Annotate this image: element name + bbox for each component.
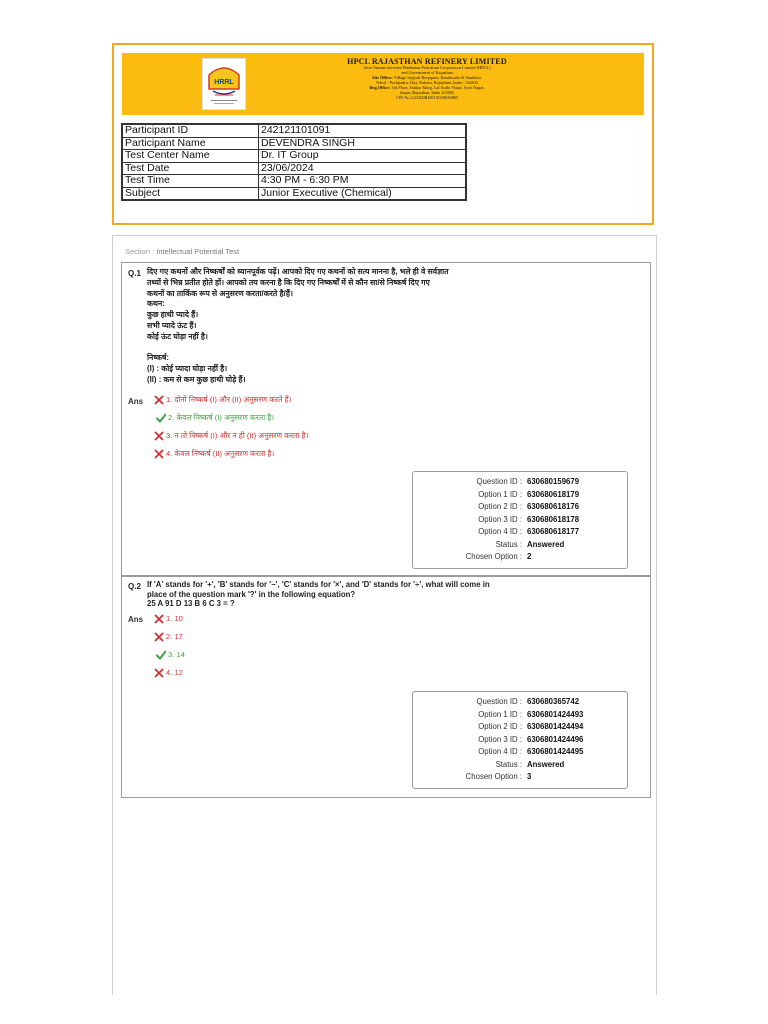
- row-label: Test Date: [123, 162, 259, 175]
- question-text: [147, 267, 527, 386]
- question-line: If 'A' stands for '+', 'B' stands for '−', 'C' stands for '×', and 'D' stands for '÷', what will come in: [147, 580, 490, 589]
- participant-info-table: [122, 124, 466, 200]
- site-office-2: Tehsil - Pachpadra, Dist. Balotra, Rajasthan, India - 344032: [375, 80, 479, 85]
- option-text: 4. 12: [166, 668, 183, 677]
- company-name: HPCL RAJASTHAN REFINERY LIMITED: [347, 57, 507, 66]
- cross-icon: [154, 449, 164, 459]
- cross-icon: [154, 632, 164, 642]
- option-3: [154, 431, 308, 441]
- option-text: 3. न तो निष्कर्ष (I) और न ही (II) अनुसरण करता है।: [166, 431, 309, 440]
- cross-icon: [154, 431, 164, 441]
- question-card-2: [121, 576, 651, 798]
- option-text: 1. दोनों निष्कर्ष (I) और (II) अनुसरण करते हैं।: [166, 395, 292, 404]
- table-row: [123, 150, 466, 163]
- info-row: Option 2 ID : 6306801424494: [478, 722, 584, 731]
- site-office: Site Office: Village Sajiyali Rooppura, Kanthwada & Sambhra,: [372, 75, 482, 81]
- table-row: [123, 125, 466, 138]
- header-card: [112, 43, 654, 225]
- option-text: 1. 10: [166, 614, 183, 623]
- row-label: Test Time: [123, 175, 259, 188]
- question-line: तथ्यों से भिन्न प्रतीत होते हों। आपको तय करना है कि दिए गए निष्कर्षों में से कौन सा/से निष्कर्ष दिए गए: [147, 277, 430, 287]
- option-2: [156, 413, 274, 423]
- question-number: Q.2: [128, 582, 141, 591]
- option-text: 2. केवल निष्कर्ष (I) अनुसरण करता है।: [168, 413, 275, 422]
- row-label: Participant ID: [123, 125, 259, 138]
- option-text: 2. 17: [166, 632, 183, 641]
- question-text: [147, 580, 547, 609]
- option-4: [154, 449, 274, 459]
- row-value: 23/06/2024: [259, 162, 466, 175]
- company-banner: [122, 53, 644, 115]
- info-row: Option 2 ID : 630680618176: [478, 502, 580, 511]
- question-line: कथन:: [147, 299, 165, 309]
- row-value: 4:30 PM - 6:30 PM: [259, 175, 466, 188]
- cross-icon: [154, 668, 164, 678]
- info-row: Chosen Option : 3: [465, 772, 532, 781]
- row-label: Participant Name: [123, 137, 259, 150]
- logo-emblem: [203, 59, 245, 109]
- company-logo: [202, 58, 246, 110]
- row-value: 242121101091: [259, 125, 466, 138]
- info-row: Status : Answered: [495, 539, 565, 549]
- info-row: Option 4 ID : 6306801424495: [478, 747, 584, 756]
- reg-office-2: Jaipur, Rajasthan, India 302005: [399, 89, 455, 95]
- question-number: Q.1: [128, 269, 141, 278]
- cross-icon: [154, 395, 164, 405]
- option-text: 4. केवल निष्कर्ष (II) अनुसरण करता है।: [166, 449, 275, 458]
- option-text: 3. 14: [168, 650, 185, 659]
- section-name: Intellectual Potential Test: [156, 247, 240, 256]
- row-value: DEVENDRA SINGH: [259, 137, 466, 150]
- row-label: Subject: [123, 187, 259, 200]
- info-row: Question ID : 630680159679: [476, 477, 580, 486]
- table-row: [123, 137, 466, 150]
- check-icon: [156, 650, 166, 660]
- table-row: [123, 162, 466, 175]
- info-row: Status : Answered: [495, 759, 565, 769]
- option-2: [154, 632, 183, 642]
- question-line: (I) : कोई प्यादा घोड़ा नहीं है।: [147, 364, 228, 374]
- question-info-box: [412, 471, 628, 569]
- question-line: सभी प्यादे ऊंट हैं।: [147, 320, 197, 330]
- section-panel: [112, 235, 657, 995]
- question-line: निष्कर्ष:: [147, 353, 170, 363]
- question-info-box: [412, 691, 628, 789]
- option-1: [154, 395, 292, 405]
- question-line: place of the question mark '?' in the following equation?: [147, 589, 356, 599]
- option-1: [154, 614, 183, 624]
- option-3: [156, 650, 185, 660]
- question-line: दिए गए कथनों और निष्कर्षों को ध्यानपूर्वक पढ़ें। आपको दिए गए कथनों को सत्य मानना है, भले ही वे सर्वज्ञात: [147, 267, 449, 276]
- cin-number: CIN No.U23200RJ2013GOI043865: [395, 94, 459, 100]
- row-label: Test Center Name: [123, 150, 259, 163]
- logo-text: HRRL: [214, 79, 234, 86]
- info-row: Option 1 ID : 6306801424493: [478, 709, 584, 719]
- info-row: Option 1 ID : 630680618179: [478, 489, 580, 499]
- question-line: (II) : कम से कम कुछ हाथी घोड़े हैं।: [147, 374, 246, 384]
- company-details: [282, 57, 572, 101]
- jv-line-2: and Government of Rajasthan: [401, 70, 453, 76]
- question-line: कुछ हाथी प्यादे हैं।: [147, 310, 199, 320]
- check-icon: [156, 413, 166, 423]
- info-row: Chosen Option : 2: [465, 552, 532, 561]
- row-value: Dr. IT Group: [259, 150, 466, 163]
- reg-office: Reg.Office: 3rd Floor, Sahkar Marg, Lal Kothi Vistar, Jyoti Nagar,: [369, 84, 485, 90]
- ans-label: Ans: [128, 397, 144, 406]
- question-line: कथनों का तार्किक रूप से अनुसरण करता/करते है/हैं।: [147, 288, 293, 298]
- option-4: [154, 668, 183, 678]
- info-row: Option 4 ID : 630680618177: [478, 527, 580, 536]
- info-row: Option 3 ID : 630680618178: [478, 514, 580, 524]
- table-row: [123, 175, 466, 188]
- table-row: [123, 187, 466, 200]
- cross-icon: [154, 614, 164, 624]
- section-label: Section : Intellectual Potential Test: [125, 247, 240, 256]
- question-line: 25 A 91 D 13 B 6 C 3 = ?: [147, 599, 235, 608]
- question-line: कोई ऊंट घोड़ा नहीं है।: [147, 331, 208, 341]
- ans-label: Ans: [128, 615, 144, 624]
- question-card-1: [121, 262, 651, 576]
- jv-line-1: Joint Venture between Hindustan Petroleum Corporation Limited (HPCL): [363, 65, 491, 71]
- info-row: Question ID : 630680365742: [476, 697, 580, 706]
- info-row: Option 3 ID : 6306801424496: [478, 734, 584, 744]
- question-spacer: [147, 343, 527, 354]
- row-value: Junior Executive (Chemical): [259, 187, 466, 200]
